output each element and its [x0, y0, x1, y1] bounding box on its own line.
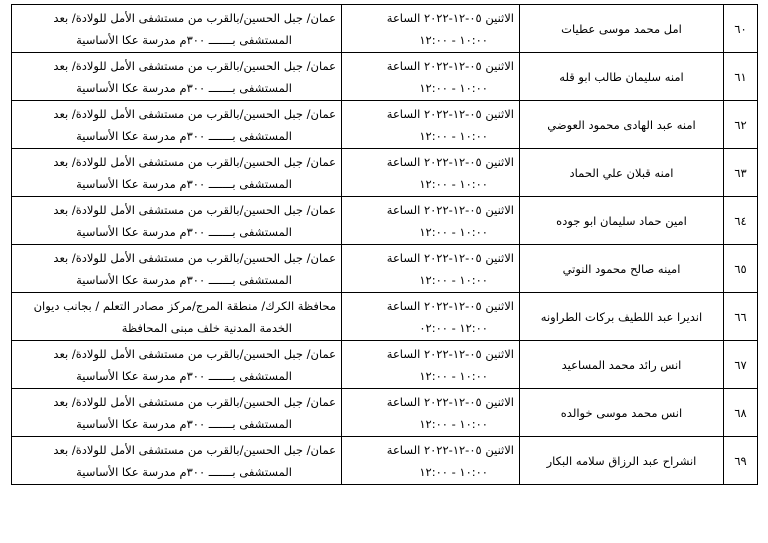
location-line-1: عمان/ جبل الحسين/بالقرب من مستشفى الأمل للولادة/ بعد	[53, 202, 336, 217]
exam-datetime	[342, 197, 520, 245]
candidate-name: انس رائد محمد المساعيد	[520, 341, 724, 389]
candidate-name: انس محمد موسى خوالده	[520, 389, 724, 437]
exam-datetime	[342, 341, 520, 389]
location-line-2: الخدمة المدنية خلف مبنى المحافظة	[121, 320, 292, 335]
row-number: ٦٦	[724, 293, 758, 341]
exam-date: الاثنين ٠٥-١٢-٢٠٢٢ الساعة	[386, 298, 514, 313]
table-row	[12, 437, 758, 485]
exam-location	[12, 341, 342, 389]
row-number: ٦٧	[724, 341, 758, 389]
exam-datetime	[342, 437, 520, 485]
location-line-1: عمان/ جبل الحسين/بالقرب من مستشفى الأمل للولادة/ بعد	[53, 58, 336, 73]
exam-date: الاثنين ٠٥-١٢-٢٠٢٢ الساعة	[386, 250, 514, 265]
exam-location	[12, 5, 342, 53]
table-row	[12, 197, 758, 245]
location-line-2: المستشفى بـــــــ ٣٠٠م مدرسة عكا الأساسية	[76, 272, 292, 287]
table-row	[12, 293, 758, 341]
candidate-name: امنه سليمان طالب ابو قله	[520, 53, 724, 101]
row-number: ٦٠	[724, 5, 758, 53]
candidate-name: امينه صالح محمود النوتي	[520, 245, 724, 293]
exam-date: الاثنين ٠٥-١٢-٢٠٢٢ الساعة	[386, 346, 514, 361]
exam-date: الاثنين ٠٥-١٢-٢٠٢٢ الساعة	[386, 106, 514, 121]
exam-location	[12, 293, 342, 341]
candidate-name: امنه قبلان علي الحماد	[520, 149, 724, 197]
location-line-1: عمان/ جبل الحسين/بالقرب من مستشفى الأمل للولادة/ بعد	[53, 106, 336, 121]
exam-location	[12, 149, 342, 197]
exam-time: ١٢:٠٠ - ٠٢:٠٠	[419, 320, 488, 335]
location-line-2: المستشفى بـــــــ ٣٠٠م مدرسة عكا الأساسية	[76, 128, 292, 143]
schedule-table	[11, 4, 758, 485]
row-number: ٦٢	[724, 101, 758, 149]
row-number: ٦٩	[724, 437, 758, 485]
table-row	[12, 149, 758, 197]
exam-datetime	[342, 101, 520, 149]
exam-datetime	[342, 5, 520, 53]
table-row	[12, 101, 758, 149]
location-line-1: عمان/ جبل الحسين/بالقرب من مستشفى الأمل للولادة/ بعد	[53, 154, 336, 169]
candidate-name: انشراح عبد الرزاق سلامه البكار	[520, 437, 724, 485]
location-line-2: المستشفى بـــــــ ٣٠٠م مدرسة عكا الأساسية	[76, 80, 292, 95]
location-line-1: محافظة الكرك/ منطقة المرج/مركز مصادر التعلم / بجانب ديوان	[33, 298, 336, 313]
candidate-name: امنه عبد الهادى محمود العوضي	[520, 101, 724, 149]
exam-time: ١٠:٠٠ - ١٢:٠٠	[419, 368, 488, 383]
candidate-name: امل محمد موسى عطيات	[520, 5, 724, 53]
exam-date: الاثنين ٠٥-١٢-٢٠٢٢ الساعة	[386, 442, 514, 457]
location-line-2: المستشفى بـــــــ ٣٠٠م مدرسة عكا الأساسية	[76, 176, 292, 191]
location-line-1: عمان/ جبل الحسين/بالقرب من مستشفى الأمل للولادة/ بعد	[53, 250, 336, 265]
exam-date: الاثنين ٠٥-١٢-٢٠٢٢ الساعة	[386, 58, 514, 73]
schedule-rows	[12, 5, 758, 485]
table-row	[12, 53, 758, 101]
row-number: ٦٨	[724, 389, 758, 437]
exam-time: ١٠:٠٠ - ١٢:٠٠	[419, 32, 488, 47]
exam-time: ١٠:٠٠ - ١٢:٠٠	[419, 80, 488, 95]
exam-datetime	[342, 245, 520, 293]
table-row	[12, 341, 758, 389]
exam-date: الاثنين ٠٥-١٢-٢٠٢٢ الساعة	[386, 394, 514, 409]
exam-location	[12, 389, 342, 437]
table-row	[12, 245, 758, 293]
exam-datetime	[342, 53, 520, 101]
exam-location	[12, 53, 342, 101]
location-line-2: المستشفى بـــــــ ٣٠٠م مدرسة عكا الأساسية	[76, 368, 292, 383]
exam-time: ١٠:٠٠ - ١٢:٠٠	[419, 464, 488, 479]
table-row	[12, 389, 758, 437]
location-line-1: عمان/ جبل الحسين/بالقرب من مستشفى الأمل للولادة/ بعد	[53, 346, 336, 361]
location-line-1: عمان/ جبل الحسين/بالقرب من مستشفى الأمل للولادة/ بعد	[53, 442, 336, 457]
row-number: ٦١	[724, 53, 758, 101]
exam-date: الاثنين ٠٥-١٢-٢٠٢٢ الساعة	[386, 10, 514, 25]
exam-datetime	[342, 389, 520, 437]
row-number: ٦٣	[724, 149, 758, 197]
candidate-name: انديرا عبد اللطيف بركات الطراونه	[520, 293, 724, 341]
exam-date: الاثنين ٠٥-١٢-٢٠٢٢ الساعة	[386, 154, 514, 169]
exam-datetime	[342, 293, 520, 341]
exam-date: الاثنين ٠٥-١٢-٢٠٢٢ الساعة	[386, 202, 514, 217]
location-line-2: المستشفى بـــــــ ٣٠٠م مدرسة عكا الأساسية	[76, 416, 292, 431]
row-number: ٦٥	[724, 245, 758, 293]
exam-time: ١٠:٠٠ - ١٢:٠٠	[419, 272, 488, 287]
location-line-2: المستشفى بـــــــ ٣٠٠م مدرسة عكا الأساسية	[76, 32, 292, 47]
table-row	[12, 5, 758, 53]
location-line-2: المستشفى بـــــــ ٣٠٠م مدرسة عكا الأساسية	[76, 464, 292, 479]
location-line-1: عمان/ جبل الحسين/بالقرب من مستشفى الأمل للولادة/ بعد	[53, 394, 336, 409]
location-line-1: عمان/ جبل الحسين/بالقرب من مستشفى الأمل للولادة/ بعد	[53, 10, 336, 25]
exam-time: ١٠:٠٠ - ١٢:٠٠	[419, 128, 488, 143]
row-number: ٦٤	[724, 197, 758, 245]
exam-time: ١٠:٠٠ - ١٢:٠٠	[419, 176, 488, 191]
exam-location	[12, 437, 342, 485]
exam-location	[12, 101, 342, 149]
location-line-2: المستشفى بـــــــ ٣٠٠م مدرسة عكا الأساسية	[76, 224, 292, 239]
exam-location	[12, 197, 342, 245]
candidate-name: امين حماد سليمان ابو جوده	[520, 197, 724, 245]
exam-time: ١٠:٠٠ - ١٢:٠٠	[419, 416, 488, 431]
exam-location	[12, 245, 342, 293]
exam-datetime	[342, 149, 520, 197]
exam-time: ١٠:٠٠ - ١٢:٠٠	[419, 224, 488, 239]
